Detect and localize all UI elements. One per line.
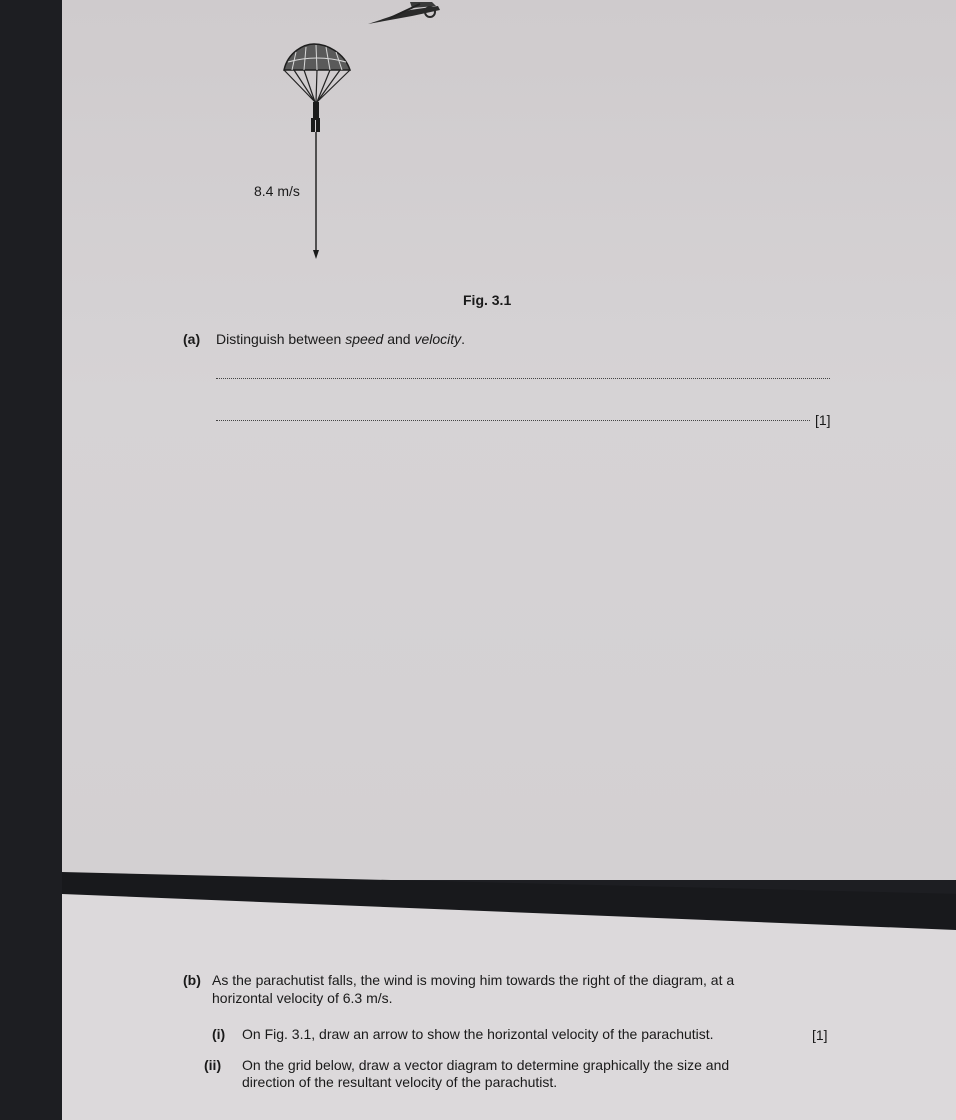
sub-ii-line-2: direction of the resultant velocity of the parachutist. bbox=[242, 1074, 558, 1090]
sub-i-marks: [1] bbox=[812, 1027, 828, 1043]
sub-ii-line-1: On the grid below, draw a vector diagram to determine graphically the size and bbox=[242, 1057, 730, 1073]
answer-line-1[interactable] bbox=[216, 378, 830, 379]
parachutist-figure bbox=[270, 40, 370, 265]
sub-i-label: (i) bbox=[212, 1026, 226, 1042]
question-text-end: . bbox=[461, 331, 466, 347]
sub-ii-label: (ii) bbox=[204, 1057, 222, 1073]
arrow-head bbox=[313, 250, 319, 259]
part-a-question bbox=[216, 331, 465, 348]
part-b-line-2: horizontal velocity of 6.3 m/s. bbox=[212, 990, 393, 1006]
answer-line-2[interactable] bbox=[216, 420, 810, 421]
figure-caption: Fig. 3.1 bbox=[463, 292, 512, 308]
part-b-line-1: As the parachutist falls, the wind is moving him towards the right of the diagram, at a bbox=[212, 972, 735, 988]
part-a-label: (a) bbox=[183, 331, 201, 347]
aeroplane-icon bbox=[360, 0, 450, 30]
part-a-marks: [1] bbox=[815, 412, 831, 428]
question-text: Distinguish between bbox=[216, 331, 346, 347]
term-speed: speed bbox=[345, 331, 384, 347]
parachutist-body bbox=[313, 102, 319, 120]
velocity-label: 8.4 m/s bbox=[254, 183, 300, 199]
question-text-middle: and bbox=[383, 331, 415, 347]
sub-i-text: On Fig. 3.1, draw an arrow to show the horizontal velocity of the parachutist. bbox=[242, 1026, 714, 1042]
upper-page bbox=[62, 0, 956, 880]
term-velocity: velocity bbox=[414, 331, 462, 347]
part-b-label: (b) bbox=[183, 972, 201, 988]
